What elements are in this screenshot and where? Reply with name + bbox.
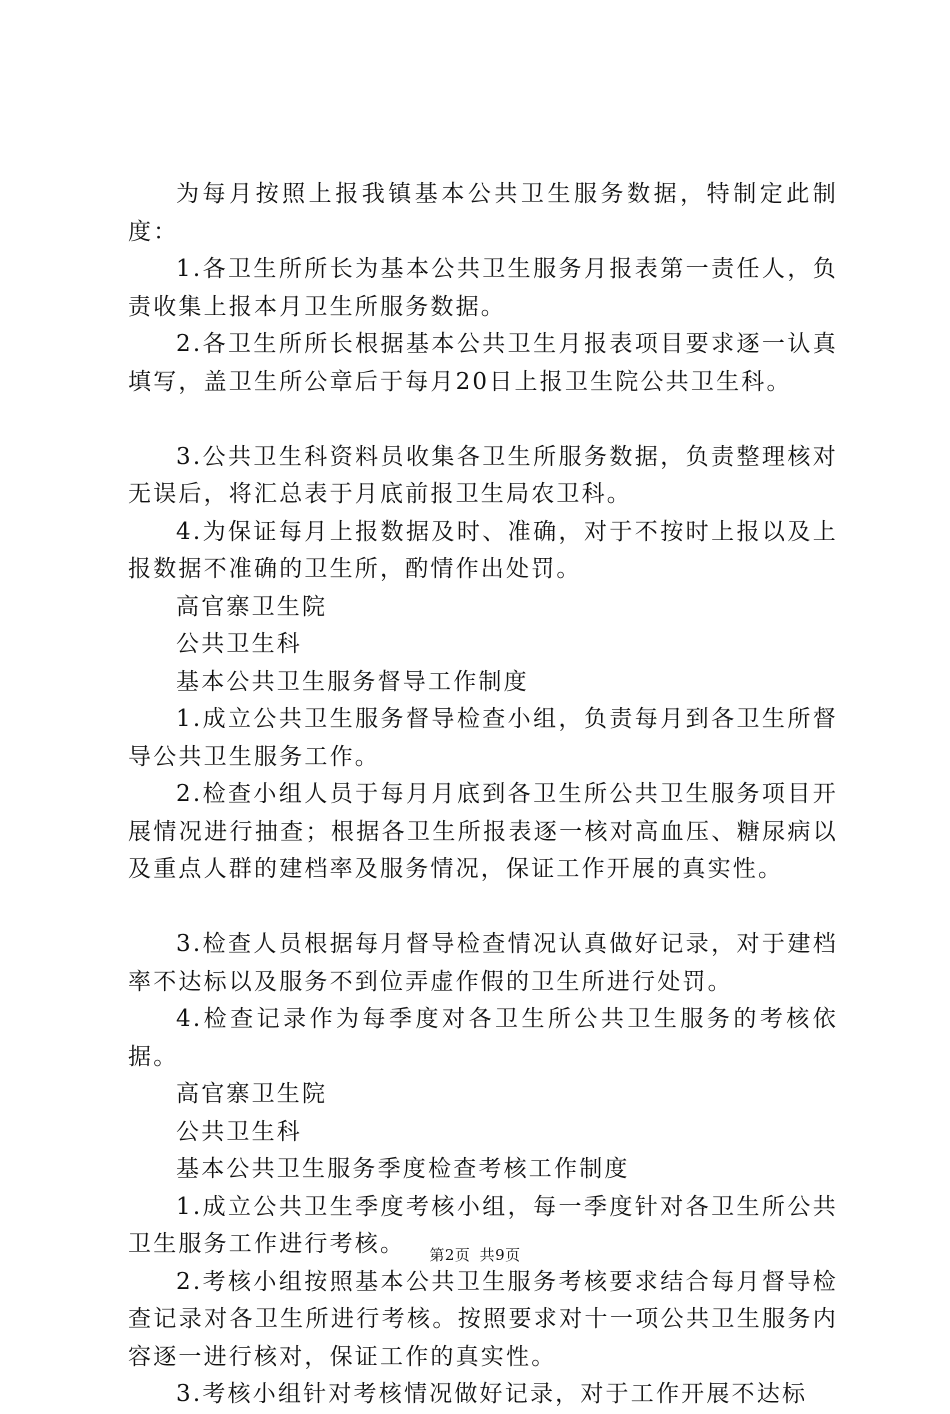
- paragraph-rule-4: 4.为保证每月上报数据及时、准确，对于不按时上报以及上报数据不准确的卫生所，酌情作出处罚。: [128, 518, 838, 582]
- document-body: [128, 176, 838, 1414]
- page-footer: [0, 1244, 950, 1265]
- signature-department: 公共卫生科: [176, 631, 302, 657]
- paragraph-quarterly-2: 2.考核小组按照基本公共卫生服务考核要求结合每月督导检查记录对各卫生所进行考核。按照要求对十一项公共卫生服务内容逐一进行核对，保证工作的真实性。: [128, 1268, 838, 1370]
- paragraph-quarterly-3: 3.考核小组针对考核情况做好记录，对于工作开展不达标: [176, 1381, 808, 1407]
- signature-hospital: 高官寨卫生院: [176, 1081, 328, 1107]
- paragraph-supervision-4: 4.检查记录作为每季度对各卫生所公共卫生服务的考核依据。: [128, 1006, 838, 1070]
- paragraph-supervision-3: 3.检查人员根据每月督导检查情况认真做好记录，对于建档率不达标以及服务不到位弄虚作假的卫生所进行处罚。: [128, 931, 838, 995]
- paragraph-rule-1: 1.各卫生所所长为基本公共卫生服务月报表第一责任人，负责收集上报本月卫生所服务数据。: [128, 256, 838, 320]
- paragraph-rule-2: 2.各卫生所所长根据基本公共卫生月报表项目要求逐一认真填写，盖卫生所公章后于每月20日上报卫生院公共卫生科。: [128, 331, 838, 395]
- section-title-supervision: 基本公共卫生服务督导工作制度: [176, 668, 529, 695]
- paragraph-rule-3: 3.公共卫生科资料员收集各卫生所服务数据，负责整理核对无误后，将汇总表于月底前报卫生局农卫科。: [128, 443, 838, 507]
- paragraph-intro: 为每月按照上报我镇基本公共卫生服务数据，特制定此制度：: [128, 181, 838, 245]
- section-title-quarterly: 基本公共卫生服务季度检查考核工作制度: [176, 1156, 630, 1182]
- page-total: 共9页: [479, 1246, 521, 1264]
- paragraph-supervision-1: 1.成立公共卫生服务督导检查小组，负责每月到各卫生所督导公共卫生服务工作。: [128, 706, 838, 770]
- paragraph-quarterly-1: 1.成立公共卫生季度考核小组，每一季度针对各卫生所公共卫生服务工作进行考核。: [128, 1193, 838, 1257]
- signature-hospital: 高官寨卫生院: [176, 593, 328, 620]
- page-number: 第2页: [429, 1246, 471, 1264]
- paragraph-supervision-2: 2.检查小组人员于每月月底到各卫生所公共卫生服务项目开展情况进行抽查；根据各卫生所报表逐一核对高血压、糖尿病以及重点人群的建档率及服务情况，保证工作开展的真实性。: [128, 781, 838, 882]
- signature-department: 公共卫生科: [176, 1118, 302, 1145]
